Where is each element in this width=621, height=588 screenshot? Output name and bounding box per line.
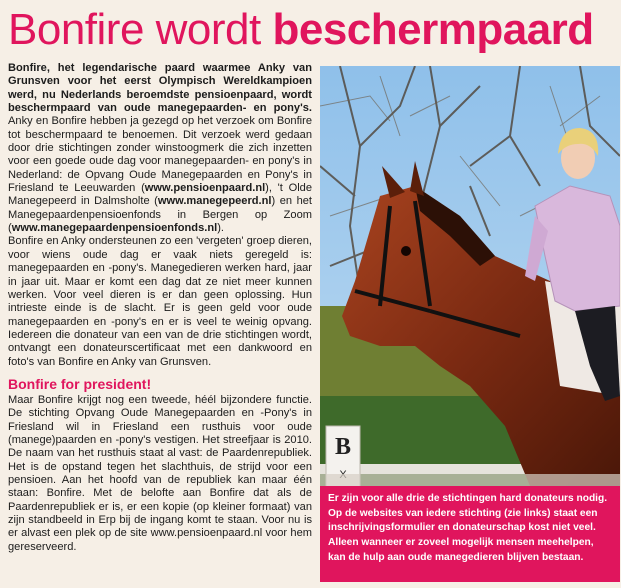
intro-lead: Bonfire, het legendarische paard waarmee Anky van Grunsven voor het eerst Olympisch Wereldkampioen werd, nu Nederlands beroemdste pensioenpaard, wordt beschermpaard van oude manegepaarden- en pony's. bbox=[8, 62, 312, 115]
photo-caption bbox=[320, 486, 620, 582]
caption-line: Op de websites van iedere stichting (zie links) staat een bbox=[328, 507, 598, 519]
caption-line: inschrijvingsformulier en donateurschap kost niet veel. bbox=[328, 522, 596, 534]
horse-rider-photo bbox=[320, 66, 620, 582]
link-pensioenpaard[interactable]: www.pensioenpaard.nl bbox=[144, 182, 266, 195]
paragraph-2: Bonfire en Anky ondersteunen zo een 'vergeten' groep dieren, voor wiens oude dag er vaak niets geregeld is: manegepaarden en -pony's. Manegedieren werken hard, jaar in jaar uit. Maar er komt een dag dat ze niet meer kunnen werken. Voor veel dieren is er dan geen oplossing. Hun intrieste einde is de slacht. Er is geen geld voor oude manegepaarden en -pony's en er is veel te weinig opvang. Iedereen die donateur van een van de drie stichtingen wordt, ontvangt een donateurscertificaat met een dankwoord en foto's van Bonfire en Anky van Grunsven. bbox=[8, 235, 312, 368]
p1-text-d: ). bbox=[217, 222, 224, 235]
link-pensioenfonds[interactable]: www.manegepaardenpensioenfonds.nl bbox=[11, 222, 218, 235]
marker-letter-b: B bbox=[334, 434, 352, 460]
subheading: Bonfire for president! bbox=[8, 375, 152, 392]
p1-text-c: ) en het Manegepaardenpensioenfonds in Bergen op Zoom ( bbox=[8, 195, 312, 235]
horse-eye bbox=[401, 246, 411, 256]
article-body bbox=[8, 62, 312, 586]
paragraph-3: Maar Bonfire krijgt nog een tweede, héél bijzondere functie. De stichting Opvang Oude Manegepaarden en -Pony's in Friesland wil in Friesland een rusthuis voor oude (manege)paarden en -pony's vestigen. Het streefjaar is 2010. De naam van het rusthuis staat al vast: de Paardenrepubliek. Het is de opstand tegen het slachthuis, de strijd voor een pensioen. Aan het hoofd van de republiek kan maar één staan: Bonfire. Met de belofte aan Bonfire dat als de Paardenrepubliek er is, er een kopie (op kleiner formaat) van zijn standbeeld in Erp bij de ingang komt te staan. Voor nu is er alvast een plek op de site www.pensioenpaard.nl voor hem gereserveerd. bbox=[8, 393, 312, 553]
title-part-regular: Bonfire wordt bbox=[8, 5, 273, 54]
article-title bbox=[8, 2, 618, 58]
title-part-bold: beschermpaard bbox=[272, 5, 594, 54]
arena-ground bbox=[320, 474, 620, 486]
p1-text-b: ), 't Olde Manegepeerd in Dalmsholte ( bbox=[8, 182, 312, 208]
caption-line: kan de hulp aan oude manegedieren blijven bestaan. bbox=[328, 551, 584, 563]
p1-text-a: Anky en Bonfire hebben ja gezegd op het verzoek om Bonfire tot beschermpaard te benoemen. Dit verzoek werd gedaan door drie stichtingen zonder winstoogmerk die zich inzetten voor een goede oude dag voor manegepaarden- en pony's in Nederland: de Opvang Oude Manegepaarden en Pony's in Friesland te Leeuwarden ( bbox=[8, 115, 312, 195]
link-manegepeerd[interactable]: www.manegepeerd.nl bbox=[157, 195, 272, 208]
intro-paragraph bbox=[8, 62, 312, 235]
caption-line: Alleen wanneer er zoveel mogelijk mensen meehelpen, bbox=[328, 537, 594, 549]
caption-line: Er zijn voor alle drie de stichtingen hard donateurs nodig. bbox=[328, 493, 608, 504]
